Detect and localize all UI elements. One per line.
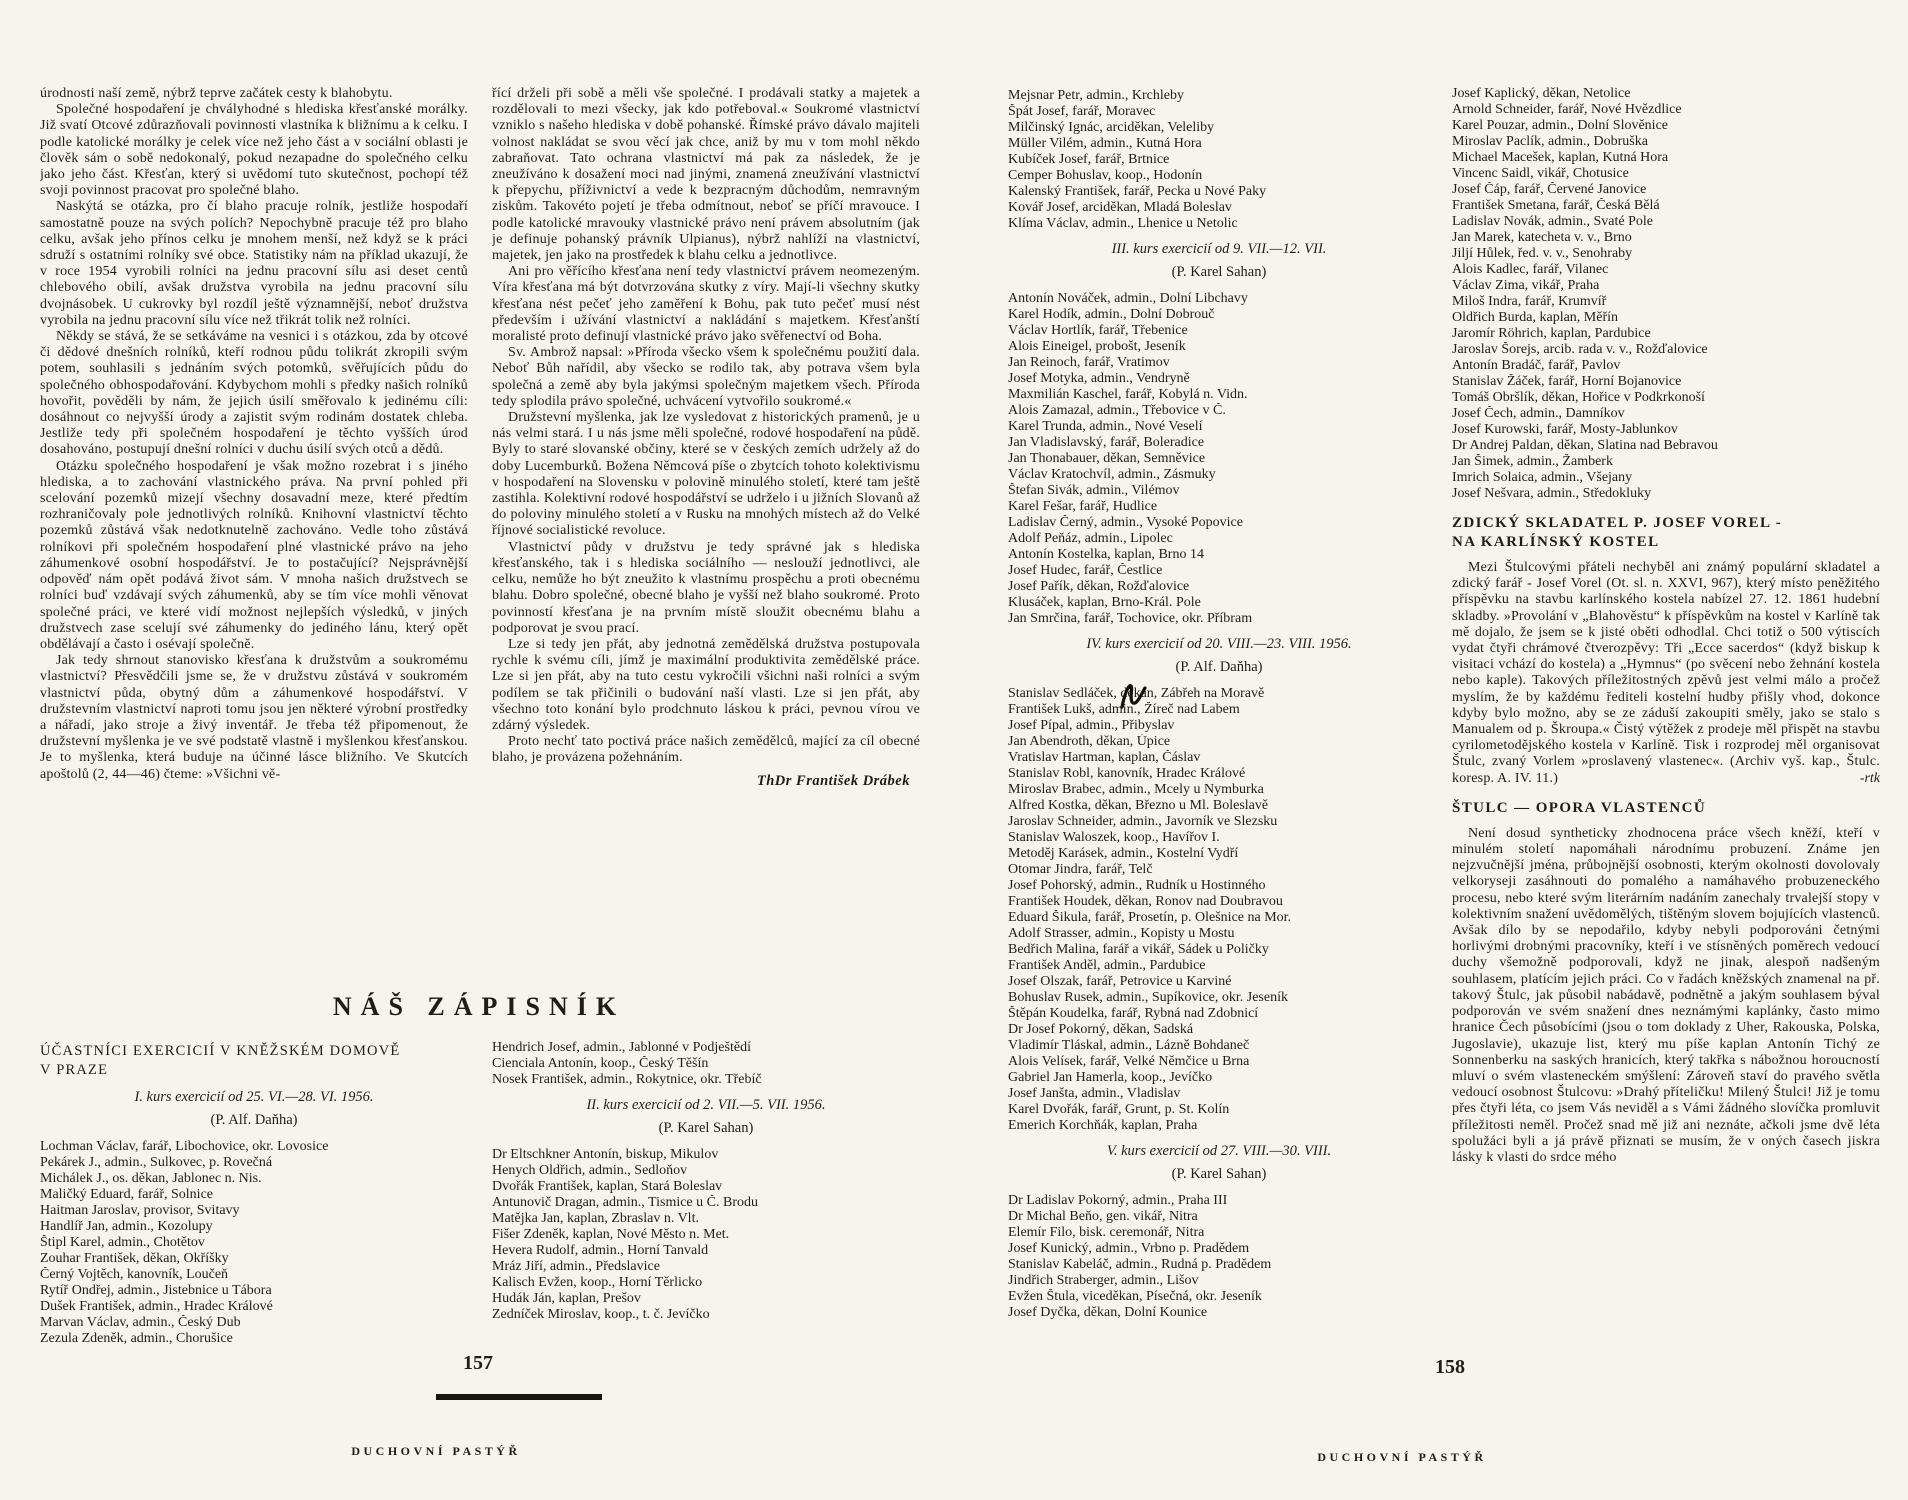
participant-name: Jiljí Hůlek, řed. v. v., Senohraby bbox=[1452, 246, 1633, 261]
participant-name: Dr Eltschkner Antonín, biskup, Mikulov bbox=[492, 1147, 719, 1162]
participant-name: Milčinský Ignác, arciděkan, Veleliby bbox=[1008, 120, 1215, 135]
kurs5-leader: (P. Karel Sahan) bbox=[1171, 1166, 1267, 1182]
participant-name: Jaromír Röhrich, kaplan, Pardubice bbox=[1452, 326, 1651, 341]
participant-name: Josef Motyka, admin., Vendryně bbox=[1008, 371, 1190, 386]
ink-mark bbox=[1118, 682, 1148, 715]
participant-name: Maxmilián Kaschel, farář, Kobylá n. Vidn. bbox=[1008, 387, 1248, 402]
scan-artifact-bar bbox=[436, 1394, 602, 1400]
kurs1-heading-block bbox=[40, 1088, 468, 1129]
participant-name: Marvan Václav, admin., Český Dub bbox=[40, 1315, 241, 1330]
participant-name: Matějka Jan, kaplan, Zbraslav n. Vlt. bbox=[492, 1211, 699, 1226]
participant-name: Stanislav Waloszek, koop., Havířov I. bbox=[1008, 830, 1220, 845]
participant-name: Josef Kaplický, děkan, Netolice bbox=[1452, 86, 1631, 101]
participant-name: Josef Dyčka, děkan, Dolní Kounice bbox=[1008, 1305, 1208, 1320]
right-page-footer: DUCHOVNÍ PASTÝŘ bbox=[1317, 1450, 1487, 1464]
participant-name: Oldřich Burda, kaplan, Měřín bbox=[1452, 310, 1619, 325]
participant-name: Stanislav Robl, kanovník, Hradec Králové bbox=[1008, 766, 1246, 781]
article-paragraph: Ani pro věřícího křesťana není tedy vlastnictví právem neomezeným. Víra křesťana má být dotvrzována skutky z víry. Mají-li všechny skutky křesťana nést pečeť jeho zaměření k Bohu, pak tuto pečeť musí nést především i užívání vlastnictví a nakládání s majetkem. Křesťanští moralisté proto definují vlastnické právo jako svěřenectví od Boha. bbox=[492, 264, 920, 345]
article-author-signature: ThDr František Drábek bbox=[756, 772, 910, 789]
kurs1-leader: (P. Alf. Daňha) bbox=[210, 1112, 298, 1128]
participant-name: Jan Vladislavský, farář, Boleradice bbox=[1008, 435, 1205, 450]
participant-name: Karel Hodík, admin., Dolní Dobrouč bbox=[1008, 307, 1215, 322]
participant-name: František Anděl, admin., Pardubice bbox=[1008, 958, 1206, 973]
participant-name: Jan Marek, katecheta v. v., Brno bbox=[1452, 230, 1632, 245]
participant-name: Josef Čáp, farář, Červené Janovice bbox=[1452, 182, 1647, 197]
kurs5-heading: V. kurs exercicií od 27. VIII.—30. VIII. bbox=[1106, 1143, 1332, 1159]
participant-name: Henych Oldřich, admin., Sedloňov bbox=[492, 1163, 688, 1178]
participant-name: Klíma Václav, admin., Lhenice u Netolic bbox=[1008, 216, 1238, 231]
participant-name: Štěpán Koudelka, farář, Rybná nad Zdobnicí bbox=[1008, 1006, 1259, 1021]
zdicky-title-line1: ZDICKÝ SKLADATEL P. JOSEF VOREL - bbox=[1452, 515, 1783, 531]
participant-name: Antonín Nováček, admin., Dolní Libchavy bbox=[1008, 291, 1248, 306]
participant-name: Klusáček, kaplan, Brno-Král. Pole bbox=[1008, 595, 1201, 610]
participant-name: Kalisch Evžen, koop., Horní Těrlicko bbox=[492, 1275, 703, 1290]
participant-name: Hendrich Josef, admin., Jablonné v Podještědí bbox=[492, 1040, 751, 1055]
participant-name: Imrich Solaica, admin., Všejany bbox=[1452, 470, 1633, 485]
participant-name: Handlíř Jan, admin., Kozolupy bbox=[40, 1219, 213, 1234]
participant-name: Jan Reinoch, farář, Vratimov bbox=[1008, 355, 1170, 370]
left-page-column-1-lists bbox=[40, 1042, 468, 1347]
participant-name: Cienciala Antonín, koop., Český Těšín bbox=[492, 1056, 709, 1071]
participant-name: Antunovič Dragan, admin., Tismice u Č. Brodu bbox=[492, 1195, 758, 1210]
participant-name: Fišer Zdeněk, kaplan, Nové Město n. Met. bbox=[492, 1227, 730, 1242]
kurs2-heading: II. kurs exercicií od 2. VII.—5. VII. 1956. bbox=[586, 1097, 826, 1113]
kurs1-heading: I. kurs exercicií od 25. VI.—28. VI. 1956. bbox=[134, 1089, 374, 1105]
kurs4-heading-block bbox=[1008, 635, 1430, 676]
left-page-column-2-lists bbox=[492, 1040, 920, 1323]
participant-name: Vladimír Tláskal, admin., Lázně Bohdaneč bbox=[1008, 1038, 1250, 1053]
participant-name: František Lukš, admin., Žíreč nad Labem bbox=[1008, 702, 1240, 717]
participant-name: Alois Velísek, farář, Velké Němčice u Brna bbox=[1008, 1054, 1250, 1069]
kurs3-leader: (P. Karel Sahan) bbox=[1171, 264, 1267, 280]
participant-name: Stanislav Kabeláč, admin., Rudná p. Pradědem bbox=[1008, 1257, 1272, 1272]
participant-name: Zouhar František, děkan, Okříšky bbox=[40, 1251, 229, 1266]
participant-name: Nosek František, admin., Rokytnice, okr. Třebíč bbox=[492, 1072, 762, 1087]
participant-name: Karel Dvořák, farář, Grunt, p. St. Kolín bbox=[1008, 1102, 1230, 1117]
participant-name: Dr Andrej Paldan, děkan, Slatina nad Bebravou bbox=[1452, 438, 1718, 453]
participant-name: Josef Pípal, admin., Přibyslav bbox=[1008, 718, 1175, 733]
left-page-footer: DUCHOVNÍ PASTÝŘ bbox=[351, 1444, 521, 1458]
participant-name: Gabriel Jan Hamerla, koop., Jevíčko bbox=[1008, 1070, 1213, 1085]
zdicky-title-block bbox=[1452, 514, 1880, 552]
participant-name: Elemír Filo, bisk. ceremonář, Nitra bbox=[1008, 1225, 1205, 1240]
participant-name: Špát Josef, farář, Moravec bbox=[1008, 104, 1156, 119]
kurs5-heading-block bbox=[1008, 1142, 1430, 1183]
right-page-number: 158 bbox=[1435, 1356, 1465, 1378]
participant-name: Michálek J., os. děkan, Jablonec n. Nis. bbox=[40, 1171, 262, 1186]
participant-name: Vincenc Saidl, vikář, Chotusice bbox=[1452, 166, 1629, 181]
participant-name: Jan Šimek, admin., Žamberk bbox=[1452, 454, 1613, 469]
participant-name: Lochman Václav, farář, Libochovice, okr. Lovosice bbox=[40, 1139, 329, 1154]
participant-name: Ladislav Novák, admin., Svaté Pole bbox=[1452, 214, 1654, 229]
kurs3-heading: III. kurs exercicií od 9. VII.—12. VII. bbox=[1111, 241, 1327, 257]
article-paragraph: Jak tedy shrnout stanovisko křesťana k družstvům a soukromému vlastnictví? Přesvědčili jsme se, že v družstvu zůstává v soukromém vlastnictví půda, obytný dům a záhumenkové hospodářství. V družstevním vlastnictví naproti tomu jsou jen některé výrobní prostředky a nářadí, jako stroje a živý inventář. Je třeba též připomenout, že družstevní myšlenka je ve své podstatě vlastně i myšlenkou křesťanskou. Je to myšlenka, která buduje na účinné lásce bližního. Ve Skutcích apoštolů (2, 44—46) čteme: »Všichni vě- bbox=[40, 653, 468, 782]
participant-name: Dvořák František, kaplan, Stará Boleslav bbox=[492, 1179, 723, 1194]
participant-name: Dr Michal Beňo, gen. vikář, Nitra bbox=[1008, 1209, 1198, 1224]
kurs3-heading-block bbox=[1008, 240, 1430, 281]
participant-name: Alfred Kostka, děkan, Březno u Ml. Boleslavě bbox=[1008, 798, 1269, 813]
participant-name: Michael Macešek, kaplan, Kutná Hora bbox=[1452, 150, 1669, 165]
participant-name: Alois Zamazal, admin., Třebovice v Č. bbox=[1008, 403, 1226, 418]
participant-name: Jaroslav Šorejs, arcib. rada v. v., Rožďalovice bbox=[1452, 342, 1708, 357]
participant-name: Dušek František, admin., Hradec Králové bbox=[40, 1299, 273, 1314]
participant-name: Zedníček Miroslav, koop., t. č. Jevíčko bbox=[492, 1307, 710, 1322]
kurs3-name-list bbox=[1008, 291, 1430, 627]
exercicie-subtitle-line2: V PRAZE bbox=[40, 1062, 109, 1078]
participant-name: Kubíček Josef, farář, Brtnice bbox=[1008, 152, 1170, 167]
participant-name: Dr Ladislav Pokorný, admin., Praha III bbox=[1008, 1193, 1228, 1208]
section-title-nas-zapisnik: NÁŠ ZÁPISNÍK bbox=[332, 992, 626, 1021]
participant-name: Ladislav Černý, admin., Vysoké Popovice bbox=[1008, 515, 1243, 530]
participant-name: Miroslav Paclík, admin., Dobruška bbox=[1452, 134, 1648, 149]
participant-name: František Houdek, děkan, Ronov nad Doubravou bbox=[1008, 894, 1283, 909]
participant-name: Josef Janšta, admin., Vladislav bbox=[1008, 1086, 1181, 1101]
kurs1-name-list bbox=[40, 1139, 468, 1347]
right-page-column-2 bbox=[1452, 86, 1880, 1166]
participant-name: Alois Eineigel, probošt, Jeseník bbox=[1008, 339, 1186, 354]
participant-name: Emerich Korchňák, kaplan, Praha bbox=[1008, 1118, 1198, 1133]
participant-name: Jan Thonabauer, děkan, Semněvice bbox=[1008, 451, 1206, 466]
participant-name: Müller Vilém, admin., Kutná Hora bbox=[1008, 136, 1202, 151]
participant-name: Bohuslav Rusek, admin., Supíkovice, okr. Jeseník bbox=[1008, 990, 1288, 1005]
participant-name: Josef Pařík, děkan, Rožďalovice bbox=[1008, 579, 1190, 594]
participant-name: Josef Kurowski, farář, Mosty-Jablunkov bbox=[1452, 422, 1678, 437]
kurs4-leader: (P. Alf. Daňha) bbox=[1175, 659, 1263, 675]
article-paragraph: řící drželi při sobě a měli vše společné. I prodávali statky a majetek a rozdělovali to mezi všecky, jak kdo potřeboval.« Soukromé vlastnictví vzniklo s našeho hlediska v době pohanské. Římské právo dávalo majiteli volnost nakládat se svou věcí jak chce, aniž by mu v tom mohl někdo zabraňovat. Tato ochrana vlastnictví má pak za následek, že je zneužíváno k dosažení moci nad jinými, znamená zneužívání vlastnictví k přepychu, příživnictví a vede k bezpracným důchodům, nemravným ziskům. Takovéto pojetí je třeba odmítnout, neboť se příčí mravouce. I podle katolické mravouky vlastnické právo není právem absolutním (jak je definuje pohanský právník Ulpianus), nýbrž nahlíží na vlastnictví, majetek, jen jako na prostředek k blahu celku a jednotlivce. bbox=[492, 86, 920, 264]
participant-name: Jan Abendroth, děkan, Úpice bbox=[1008, 734, 1171, 749]
participant-name: Jindřich Straberger, admin., Lišov bbox=[1008, 1273, 1199, 1288]
left-page-column-1-article bbox=[40, 86, 468, 992]
article-paragraph: Naskýtá se otázka, pro čí blaho pracuje rolník, jestliže hospodaří samostatně pouze na svých polích? Nepochybně pracuje též pro blaho celku, avšak jeho přínos celku je mnohem menší, než když se k práci sdruží s ostatními rolníky své obce. Statistiky nám na příklad ukazují, že v roce 1954 vyrobili rolníci na jednu pracovní sílu asi deset centů chlebového obilí, avšak družstva vyrobila na jednu pracovní sílu dvojnásobek. U cukrovky byl rozdíl ještě významnější, neboť družstva vyrobila na jednu pracovní sílu více než třikrát tolik než rolníci. bbox=[40, 199, 468, 328]
participant-name: Otomar Jindra, farář, Telč bbox=[1008, 862, 1153, 877]
kurs2-leader: (P. Karel Sahan) bbox=[658, 1120, 754, 1136]
participant-name: Josef Nešvara, admin., Středokluky bbox=[1452, 486, 1652, 501]
zdicky-signature: -rtk bbox=[1859, 770, 1880, 786]
participant-name: Mráz Jiří, admin., Předslavice bbox=[492, 1259, 660, 1274]
participant-name: Rytíř Ondřej, admin., Jistebnice u Tábora bbox=[40, 1283, 272, 1298]
article-paragraph: Otázku společného hospodaření je však možno rozebrat i s jiného hlediska, a to zachování vlastnického práva. Na první pohled při scelování pozemků mizejí všechny dosavadní meze, které předtím rozhraničovaly pole jednotlivých rolníků. Knihovní vlastnictví těchto pozemků zůstává však nedotknutelně zachováno. Vedle toho zůstává rolníkovi při společném hospodaření plné vlastnické právo na jeho záhumenkové osobní hospodářství. Je to postačující? Nejsprávnější odpověď nám opět podává život sám. V mnoha našich družstvech se rolníci buď vzdávají svých záhumenků, aby se tím více mohli věnovat společné práci, ve které vidí možnost nejlepších výsledků, v jiných družstvech zase scelují své záhumenky do jediného lánu, který opět obdělávají a často i osévají společně. bbox=[40, 458, 468, 652]
participant-name: Vratislav Hartman, kaplan, Čáslav bbox=[1008, 750, 1201, 765]
article-paragraph: Společné hospodaření je chvályhodné s hlediska křesťanské morálky. Již svatí Otcové zdůrazňovali povinnosti vlastníka k bližnímu a k celku. I podle katolické morálky je celek více než jeho část a v sociální oblasti je člověk sám o sobě nedokonalý, pokud nezapadne do společného celku jako jeho část. Křesťan, který si uvědomí tuto skutečnost, pochopí též svoji povinnost pracovat pro společné blaho. bbox=[40, 102, 468, 199]
participant-name: Tomáš Obršlík, děkan, Hořice v Podkrkonoší bbox=[1452, 390, 1705, 405]
stulc-article-body: Není dosud syntheticky zhodnocena práce všech kněží, kteří v minulém století napomáhali národnímu probuzení. Známe jen nejzvučnější jména, průbojnější osobnosti, kterým okolnosti dovolovaly velkoryseji zasáhnouti do pomalého a namáhavého probuzeneckého procesu, nebo které svým literárním nadáním zanechaly trvalejší stopy v kolektivním snažení uvědomělých, tištěným slovem bojujících vlastenců. Avšak dílo by se nepodařilo, kdyby nebyli podporováni četnými horlivými drobnými pracovníky, kteří i ve stísněných poměrech vedoucí duchy všemožně podporovali, když ne jinak, alespoň nadšeným souhlasem, platícím jejich práci. Co v řadách kněžských znamenal na př. takový Štulc, jak působil nabádavě, podnětně a jakým souhlasem býval podporován ve svém snažení dnes neznámými kaplánky, často mimo hranice Čech působícími (jsou o tom doklady z Uher, Rakouska, Polska, Jugoslavie), ukazuje list, který mu píše kaplan Antonín Tichý ze Sonnenberku na saských hranicích, který takřka s nábožnou horoucností mluví o svém vlasteneckém smýšlení: Zároveň staví do pravého světla vedoucí osobnost Štulcovu: »Drahý příteličku! Milený Štulci! Již je tomu přes čtyři léta, co jsem Vás neviděl a s Vámi žádného slovíčka promluvit příležitosti neměl. Pročež snad mě již ani neznáte, ačkoli jsme dvě léta spolužáci byli a já právě přiznati se musím, že v oných časech jiskra lásky k vlasti do srdce mého bbox=[1452, 825, 1880, 1165]
article-paragraph: Lze si tedy jen přát, aby jednotná zemědělská družstva postupovala rychle k svému cíli, jímž je maximální produktivita zemědělské práce. Lze si jen přát, aby na tuto cestu vykročili všichni naši rolníci a svým podílem se tak přičinili o budování naší vlasti. Lze si jen přát, aby všechno toto konání bylo prodchnuto láskou k práci, pevnou vírou ve zdárný výsledek. bbox=[492, 636, 920, 733]
participant-name: Zezula Zdeněk, admin., Chorušice bbox=[40, 1331, 233, 1346]
article-paragraphs bbox=[492, 86, 920, 767]
kurs2-name-list-continued bbox=[1008, 88, 1430, 232]
stulc-title-block bbox=[1452, 799, 1880, 818]
kurs2-name-list bbox=[492, 1147, 920, 1323]
participant-name: Josef Pohorský, admin., Rudník u Hostinného bbox=[1008, 878, 1266, 893]
participant-name: Štipl Karel, admin., Chotětov bbox=[40, 1235, 205, 1250]
participant-name: Bedřich Malina, farář a vikář, Sádek u Poličky bbox=[1008, 942, 1269, 957]
participant-name: František Smetana, farář, Česká Bělá bbox=[1452, 198, 1660, 213]
participant-name: Miloš Indra, farář, Krumvíř bbox=[1452, 294, 1607, 309]
participant-name: Václav Hortlík, farář, Třebenice bbox=[1008, 323, 1188, 338]
participant-name: Hudák Ján, kaplan, Prešov bbox=[492, 1291, 641, 1306]
kurs2-heading-block bbox=[492, 1096, 920, 1137]
participant-name: Jaroslav Schneider, admin., Javorník ve Slezsku bbox=[1008, 814, 1278, 829]
participant-name: Štefan Sivák, admin., Vilémov bbox=[1008, 483, 1180, 498]
participant-name: Kovář Josef, arciděkan, Mladá Boleslav bbox=[1008, 200, 1232, 215]
kurs5-name-list bbox=[1008, 1193, 1430, 1321]
participant-name: Jan Smrčina, farář, Tochovice, okr. Příbram bbox=[1008, 611, 1253, 626]
participant-name: Eduard Šikula, farář, Prosetín, p. Olešnice na Mor. bbox=[1008, 910, 1292, 925]
article-paragraph: Vlastnictví půdy v družstvu je tedy správné jak s hlediska křesťanského, tak i s hlediska sociálního — neslouží jednotlivci, ale celku, nemůže ho být zneužito k vlastnímu prospěchu a proti obecnému blahu. Dobro společné, obecné blaho je vyšší než blaho soukromé. Proto povinností křesťana je na prvním místě sloužit obecnému blahu a podporovat je svou prací. bbox=[492, 539, 920, 636]
participant-name: Antonín Kostelka, kaplan, Brno 14 bbox=[1008, 547, 1204, 562]
participant-name: Pekárek J., admin., Sulkovec, p. Rovečná bbox=[40, 1155, 273, 1170]
kurs4-heading: IV. kurs exercicií od 20. VIII.—23. VIII. 1956. bbox=[1086, 636, 1352, 652]
article-paragraph: Proto nechť tato poctivá práce našich zemědělců, mající za cíl obecné blaho, je provázena požehnáním. bbox=[492, 734, 920, 766]
participant-name: Karel Trunda, admin., Nové Veselí bbox=[1008, 419, 1203, 434]
participant-name: Václav Kratochvíl, admin., Zásmuky bbox=[1008, 467, 1216, 482]
participant-name: Stanislav Žáček, farář, Horní Bojanovice bbox=[1452, 374, 1682, 389]
participant-name: Josef Hudec, farář, Čestlice bbox=[1008, 563, 1163, 578]
left-page-number: 157 bbox=[463, 1352, 493, 1374]
participant-name: Antonín Bradáč, farář, Pavlov bbox=[1452, 358, 1621, 373]
participant-name: Josef Čech, admin., Damníkov bbox=[1452, 406, 1625, 421]
article-paragraph: úrodnosti naší země, nýbrž teprve začátek cesty k blahobytu. bbox=[40, 86, 393, 101]
article-paragraph: Družstevní myšlenka, jak lze vysledovat z historických pramenů, je u nás velmi stará. I u nás jsme měli společné, rodové hospodaření na půdě. Byly to staré slovanské občiny, které se v českých zemích udržely až do doby Lucemburků. Božena Němcová píše o zbytcích tohoto kolektivismu v hospodaření na Slovensku v polovině minulého století, které tam ještě zastihla. Kolektivní rodové hospodářství se udrželo i u jižních Slovanů až do poloviny minulého století a v Rusku na mnohých místech až do Velké říjnové socialistické revoluce. bbox=[492, 410, 920, 539]
participant-name: Miroslav Brabec, admin., Mcely u Nymburka bbox=[1008, 782, 1264, 797]
participant-name: Josef Olszak, farář, Petrovice u Karviné bbox=[1008, 974, 1232, 989]
article-paragraph: Někdy se stává, že se setkáváme na vesnici i s otázkou, zda by otcové či dědové dnešních rolníků, kteří rodnou půdu tolikrát zkropili svým potem, souhlasili s jednáním svých potomků, svěřujících půdu do společného obhospodařování. Kdybychom mohli s předky našich rolníků hovořit, pověděli by nám, že jejich úsilí směřovalo k jedinému cíli: dosáhnout co nejvyšší úrody a zajistit svým rodinám dostatek chleba. Jestliže tedy při společném hospodaření je těchto vyšších úrod dosahováno, postupují dnešní rolníci v duchu úsilí svých otců a dědů. bbox=[40, 329, 468, 458]
participant-name: Cemper Bohuslav, koop., Hodonín bbox=[1008, 168, 1203, 183]
stulc-title: ŠTULC — OPORA VLASTENCŮ bbox=[1452, 799, 1707, 816]
participant-name: Alois Kadlec, farář, Vilanec bbox=[1452, 262, 1609, 277]
participant-name: Karel Pouzar, admin., Dolní Slověnice bbox=[1452, 118, 1668, 133]
participant-name: Adolf Strasser, admin., Kopisty u Mostu bbox=[1008, 926, 1235, 941]
participant-name: Arnold Schneider, farář, Nové Hvězdlice bbox=[1452, 102, 1682, 117]
participant-name: Adolf Peňáz, admin., Lipolec bbox=[1008, 531, 1173, 546]
participant-name: Evžen Štula, viceděkan, Písečná, okr. Jeseník bbox=[1008, 1289, 1262, 1304]
participant-name: Černý Vojtěch, kanovník, Loučeň bbox=[40, 1267, 229, 1282]
participant-name: Václav Zima, vikář, Praha bbox=[1452, 278, 1600, 293]
exercicie-subtitle-line1: ÚČASTNÍCI EXERCICIÍ V KNĚŽSKÉM DOMOVĚ bbox=[40, 1043, 401, 1059]
participant-name: Stanislav Sedláček, děkan, Zábřeh na Moravě bbox=[1008, 686, 1265, 701]
participant-name: Dr Josef Pokorný, děkan, Sadská bbox=[1008, 1022, 1194, 1037]
participant-name: Josef Kunický, admin., Vrbno p. Pradědem bbox=[1008, 1241, 1250, 1256]
participant-name: Kalenský František, farář, Pecka u Nové Paky bbox=[1008, 184, 1267, 199]
participant-name: Maličký Eduard, farář, Solnice bbox=[40, 1187, 213, 1202]
participant-name: Metoděj Karásek, admin., Kostelní Vydří bbox=[1008, 846, 1239, 861]
participant-name: Mejsnar Petr, admin., Krchleby bbox=[1008, 88, 1184, 103]
zdicky-title-line2: NA KARLÍNSKÝ KOSTEL bbox=[1452, 534, 1660, 550]
kurs1-name-list-continued bbox=[492, 1040, 920, 1088]
participant-name: Hevera Rudolf, admin., Horní Tanvald bbox=[492, 1243, 709, 1258]
participant-name: Haitman Jaroslav, provisor, Svitavy bbox=[40, 1203, 240, 1218]
article-paragraph: Sv. Ambrož napsal: »Příroda všecko všem k společnému použití dala. Neboť Bůh nařídil, aby všecko se rodilo tak, aby potrava všem byla společná a země aby byla jakýmsi společným majetkem všech. Příroda tedy splodila právo společné, uchvácení vytvořilo soukromé.« bbox=[492, 345, 920, 409]
left-page-column-2-article bbox=[492, 86, 920, 996]
participant-name: Karel Fešar, farář, Hudlice bbox=[1008, 499, 1158, 514]
right-page-column-1-lists bbox=[1008, 88, 1430, 1321]
kurs4-name-list bbox=[1008, 686, 1430, 1134]
zdicky-article-body: Mezi Štulcovými přáteli nechyběl ani známý populární skladatel a zdický farář - Josef Vorel (Ot. sl. n. XXVI, 967), který místo peněžitého příspěvku na stavbu karlínského kostela nabízel 27. 12. 1861 hudební skladby. »Provolání v „Blahověstu“ k příspěvkům na kostel v Karlíně tak mě dojalo, že jsem se k jisté oběti odhodlal. Chci totiž o 500 výtiscích vydat čtyři chrámové čtverozpěvy: Tři „Ecce sacerdos“ (když biskup k visitaci vchází do kostela) a „Hymnus“ (po svěcení nebo žehnání kostela nebo kaple). Takových příležitostných zpěvů jest velmi málo a pročež myslím, že by každému řediteli kostelní hudby přišly vhod, dokonce kdyby bylo možno, aby se ze záduší zakoupiti směly, jako se stalo s Manualem od p. Škroupa.« Čistý výtěžek z prodeje měl přispět na stavbu cyrilometodějského kostela v Karlíně. Tisk i rozprodej měl organisovat Štulc, zvaný Vorlem »proslavený vlastenec«. (Archiv vyš. kap., Štulc. koresp. A. IV. 11.) bbox=[1452, 560, 1880, 786]
kurs5-name-list-continued bbox=[1452, 86, 1880, 502]
